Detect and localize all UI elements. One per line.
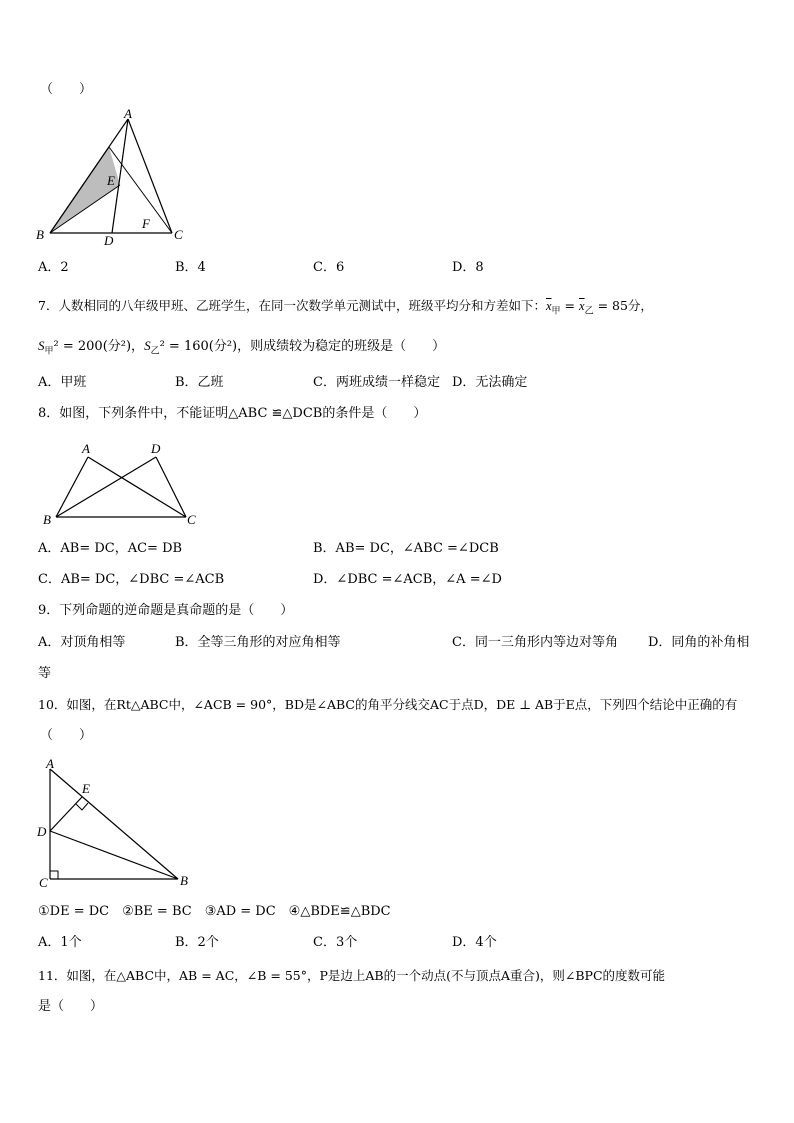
q10-label-e: E <box>82 781 90 796</box>
q7-s-yi-value: ² = 160(分²)， <box>159 339 251 354</box>
q7-mean-yi: $\overline{x}$ <box>579 299 585 313</box>
q6-paren: （ ） <box>40 82 93 97</box>
q7-option-b[interactable]: B．乙班 <box>175 375 224 390</box>
q9-option-d-wrap: 等 <box>38 666 52 681</box>
q9-option-d[interactable]: D．同角的补角相 <box>648 635 750 650</box>
q6-option-d[interactable]: D．8 <box>452 260 484 275</box>
q6-label-a: A <box>124 106 132 121</box>
q7-eq: = <box>564 298 576 313</box>
q10-label-b: B <box>180 873 188 888</box>
q8-label-b: B <box>43 512 51 527</box>
q9-option-c[interactable]: C．同一三角形内等边对等角 <box>452 635 618 650</box>
q10-option-c[interactable]: C．3个 <box>313 935 358 950</box>
q7-mean-jia: $\overline{x}$ <box>545 299 552 313</box>
q7-s-jia-value: ² = 200(分²)， <box>53 339 145 354</box>
q6-option-b[interactable]: B．4 <box>175 260 206 275</box>
q8-option-a[interactable]: A．AB= DC，AC= DB <box>38 541 183 556</box>
q10-option-d[interactable]: D．4个 <box>452 935 497 950</box>
q8-label-c: C <box>187 512 196 527</box>
q6-label-b: B <box>36 227 44 242</box>
q10-label-a: A <box>46 756 54 771</box>
q8-label-a: A <box>82 441 90 456</box>
q6-option-a[interactable]: A．2 <box>38 260 69 275</box>
q6-option-c[interactable]: C．6 <box>313 260 345 275</box>
q6-label-c: C <box>174 227 183 242</box>
q7-stem-line1 <box>38 298 653 320</box>
q7-option-c[interactable]: C．两班成绩一样稳定 <box>313 375 440 390</box>
q10-stem: 10．如图，在Rt△ABC中，∠ACB = 90°，BD是∠ABC的角平分线交AC于点D，DE ⊥ AB于E点，下列四个结论中正确的有 <box>38 697 738 712</box>
q7-s-yi-sub: 乙 <box>150 346 160 357</box>
q10-conclusions: ①DE = DC ②BE = BC ③AD = DC ④△BDE≌△BDC <box>38 904 391 919</box>
q9-option-a[interactable]: A．对顶角相等 <box>38 635 126 650</box>
q7-s-jia-sub: 甲 <box>44 346 54 357</box>
q10-option-b[interactable]: B．2个 <box>175 935 219 950</box>
q6-label-d: D <box>104 233 114 248</box>
q7-stem-line2 <box>38 338 445 360</box>
q7-mean-jia-sub: 甲 <box>551 306 561 317</box>
q8-label-d: D <box>151 441 161 456</box>
q8-option-c[interactable]: C．AB= DC，∠DBC =∠ACB <box>38 572 225 587</box>
q7-mean-value: = 85分， <box>597 298 653 313</box>
q6-label-f: F <box>142 216 150 231</box>
q6-figure <box>30 105 200 250</box>
q8-figure <box>38 436 208 531</box>
q9-stem: 9．下列命题的逆命题是真命题的是（ ） <box>38 603 294 618</box>
q7-option-a[interactable]: A．甲班 <box>38 375 87 390</box>
q8-option-d[interactable]: D．∠DBC =∠ACB，∠A =∠D <box>313 572 502 587</box>
q6-label-e: E <box>107 173 115 188</box>
q11-stem-line1: 11．如图，在△ABC中，AB = AC，∠B = 55°，P是边上AB的一个动点(不与顶点A重合)，则∠BPC的度数可能 <box>38 968 666 983</box>
q11-stem-line2: 是（ ） <box>38 999 104 1014</box>
q10-label-c: C <box>39 875 48 890</box>
q8-option-b[interactable]: B．AB= DC，∠ABC =∠DCB <box>313 541 499 556</box>
q7-question: 则成绩较为稳定的班级是（ ） <box>250 339 446 354</box>
q10-label-d: D <box>37 824 47 839</box>
q7-s-jia: S <box>38 338 45 353</box>
q7-option-d[interactable]: D．无法确定 <box>452 375 528 390</box>
q9-option-b[interactable]: B．全等三角形的对应角相等 <box>175 635 341 650</box>
q7-s-yi: S <box>144 338 151 353</box>
q8-stem: 8．如图，下列条件中，不能证明△ABC ≌△DCB的条件是（ ） <box>38 406 427 421</box>
q10-paren: （ ） <box>40 728 93 743</box>
q7-stem-text: 7．人数相同的八年级甲班、乙班学生，在同一次数学单元测试中，班级平均分和方差如下： <box>38 298 546 313</box>
q10-figure <box>34 755 204 890</box>
q7-mean-yi-sub: 乙 <box>584 306 594 317</box>
q10-option-a[interactable]: A．1个 <box>38 935 82 950</box>
